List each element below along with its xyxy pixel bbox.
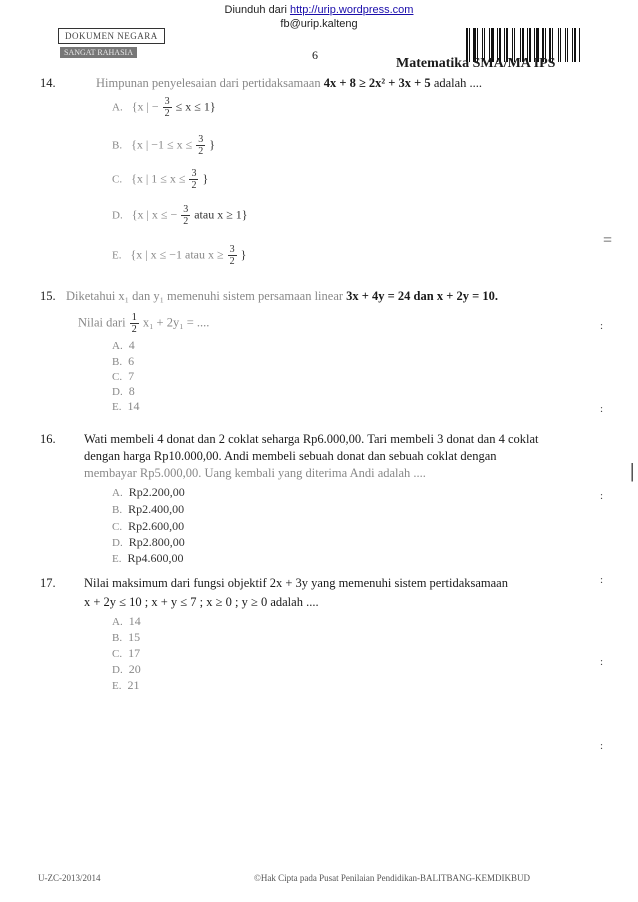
option-label: C.	[112, 173, 123, 186]
denominator: 2	[131, 324, 137, 335]
question-number: 17.	[40, 576, 56, 590]
option-label: D.	[112, 209, 123, 222]
option-17-c[interactable]	[112, 646, 140, 661]
option-pre: {x | x ≤ −	[131, 207, 178, 222]
option-16-a[interactable]	[112, 485, 185, 500]
fraction	[189, 168, 198, 191]
margin-bar-mark: |	[630, 460, 635, 482]
option-16-b[interactable]	[112, 502, 184, 517]
question-15-text	[66, 289, 498, 304]
source-link[interactable]: http://urip.wordpress.com	[289, 4, 414, 16]
option-label: D.	[112, 537, 123, 549]
option-16-d[interactable]	[112, 535, 185, 550]
option-label: C.	[112, 371, 123, 383]
option-label: D.	[112, 664, 123, 676]
option-post: }	[240, 247, 247, 262]
barcode-bar	[574, 28, 576, 62]
option-value: 6	[128, 354, 135, 368]
question-16-line3: membayar Rp5.000,00. Uang kembali yang diterima Andi adalah ....	[84, 466, 426, 480]
option-post: ≤ x ≤ 1}	[175, 99, 216, 114]
option-value: Rp2.200,00	[128, 485, 185, 499]
option-label: E.	[112, 553, 122, 565]
option-14-e[interactable]	[112, 244, 246, 267]
option-17-e[interactable]	[112, 678, 139, 693]
question-number: 16.	[40, 432, 56, 446]
option-14-d[interactable]	[112, 204, 248, 227]
question-17-line1: Nilai maksimum dari fungsi objektif 2x + 3y yang memenuhi sistem pertidaksamaan	[84, 576, 508, 590]
footer-code: U-ZC-2013/2014	[38, 873, 101, 883]
barcode-bar	[567, 28, 568, 62]
option-label: D.	[112, 386, 123, 398]
option-pre: {x | −1 ≤ x ≤	[131, 137, 193, 152]
option-label: E.	[112, 680, 122, 692]
question-14-text	[96, 76, 482, 91]
question-tail: adalah ....	[433, 76, 483, 90]
numerator: 3	[183, 204, 189, 215]
option-post: }	[202, 171, 209, 186]
fraction	[163, 96, 172, 119]
option-label: E.	[112, 401, 122, 413]
option-label: B.	[112, 632, 123, 644]
question-16-line1: Wati membeli 4 donat dan 2 coklat seharga Rp6.000,00. Tari membeli 3 donat dan 4 coklat	[84, 432, 539, 446]
option-value: 4	[128, 338, 135, 352]
numerator: 3	[191, 168, 197, 179]
question-17-line2: x + 2y ≤ 10 ; x + y ≤ 7 ; x ≥ 0 ; y ≥ 0 adalah ....	[84, 595, 319, 609]
footer-copyright: ©Hak Cipta pada Pusat Penilaian Pendidikan-BALITBANG-KEMDIKBUD	[254, 873, 531, 883]
option-pre: {x | −	[131, 99, 159, 114]
denominator: 2	[198, 146, 204, 157]
numerator: 3	[229, 244, 235, 255]
option-15-a[interactable]	[112, 338, 135, 353]
option-value: 14	[127, 399, 140, 413]
question-16-line2: dengan harga Rp10.000,00. Andi membeli sebuah donat dan sebuah coklat dengan	[84, 449, 497, 463]
option-15-e[interactable]	[112, 399, 139, 414]
fraction	[181, 204, 190, 227]
numerator: 3	[198, 134, 204, 145]
margin-colon-mark: :	[600, 656, 604, 668]
fb-contact: fb@urip.kalteng	[280, 18, 358, 30]
barcode-bar	[577, 28, 578, 62]
barcode-bar	[565, 28, 566, 62]
margin-colon-mark: :	[600, 320, 604, 332]
source-prefix: Diunduh dari	[224, 4, 287, 16]
fraction	[228, 244, 237, 267]
question-stem: Diketahui x₁ dan y₁ memenuhi sistem persamaan linear	[66, 289, 344, 303]
subject-title: Matematika SMA/MA IPS	[396, 56, 556, 71]
barcode-bar	[579, 28, 580, 62]
barcode-bar	[558, 28, 559, 62]
secret-stamp: SANGAT RAHASIA	[60, 47, 137, 58]
option-value: 7	[128, 369, 135, 383]
option-pre: {x | 1 ≤ x ≤	[131, 171, 186, 186]
question-number: 15.	[40, 289, 56, 303]
denominator: 2	[229, 256, 235, 267]
option-label: A.	[112, 616, 123, 628]
option-17-d[interactable]	[112, 662, 141, 677]
option-value: 20	[128, 662, 141, 676]
page-number: 6	[312, 48, 318, 62]
barcode-bar	[562, 28, 564, 62]
option-15-d[interactable]	[112, 384, 135, 399]
margin-colon-mark: :	[600, 740, 604, 752]
option-value: 21	[127, 678, 140, 692]
option-label: C.	[112, 648, 123, 660]
question-suffix: x₁ + 2y₁ = ....	[142, 315, 210, 330]
option-17-a[interactable]	[112, 614, 141, 629]
question-prefix: Nilai dari	[78, 315, 126, 330]
barcode-bar	[569, 28, 571, 62]
option-value: Rp4.600,00	[127, 551, 184, 565]
option-label: E.	[112, 249, 122, 262]
option-post: }	[209, 137, 215, 152]
margin-colon-mark: :	[600, 403, 604, 415]
denominator: 2	[191, 180, 197, 191]
option-16-c[interactable]	[112, 519, 184, 534]
option-label: B.	[112, 356, 123, 368]
option-16-e[interactable]	[112, 551, 184, 566]
fraction	[196, 134, 205, 157]
question-number: 14.	[40, 76, 56, 90]
source-line	[0, 4, 638, 16]
option-label: B.	[112, 504, 123, 516]
numerator: 1	[131, 312, 137, 323]
barcode-bar	[560, 28, 561, 62]
option-label: C.	[112, 521, 123, 533]
question-expression: 4x + 8 ≥ 2x² + 3x + 5	[323, 76, 431, 90]
option-label: A.	[112, 101, 123, 114]
option-value: Rp2.600,00	[128, 519, 185, 533]
option-14-c[interactable]	[112, 168, 208, 191]
option-value: 14	[128, 614, 141, 628]
numerator: 3	[164, 96, 170, 107]
option-value: 17	[128, 646, 141, 660]
option-17-b[interactable]	[112, 630, 140, 645]
question-expression: 3x + 4y = 24 dan x + 2y = 10.	[346, 289, 498, 303]
option-label: B.	[112, 139, 123, 152]
option-value: Rp2.400,00	[128, 502, 185, 516]
option-15-c[interactable]	[112, 369, 134, 384]
option-label: A.	[112, 340, 123, 352]
margin-colon-mark: :	[600, 490, 604, 502]
margin-colon-mark: :	[600, 574, 604, 586]
option-label: A.	[112, 487, 123, 499]
denominator: 2	[183, 216, 189, 227]
question-stem: Himpunan penyelesaian dari pertidaksamaan	[96, 76, 321, 90]
option-value: 15	[128, 630, 141, 644]
barcode-bar	[572, 28, 573, 62]
option-value: 8	[128, 384, 135, 398]
denominator: 2	[164, 108, 170, 119]
option-post: atau x ≥ 1}	[194, 207, 248, 222]
question-15-line2	[78, 312, 209, 335]
document-stamp: DOKUMEN NEGARA	[58, 28, 165, 44]
option-14-a[interactable]	[112, 96, 216, 119]
margin-equals-mark: =	[603, 232, 613, 249]
option-pre: {x | x ≤ −1 atau x ≥	[130, 247, 224, 262]
option-value: Rp2.800,00	[128, 535, 185, 549]
fraction	[130, 312, 139, 335]
option-15-b[interactable]	[112, 354, 134, 369]
option-14-b[interactable]	[112, 134, 215, 157]
